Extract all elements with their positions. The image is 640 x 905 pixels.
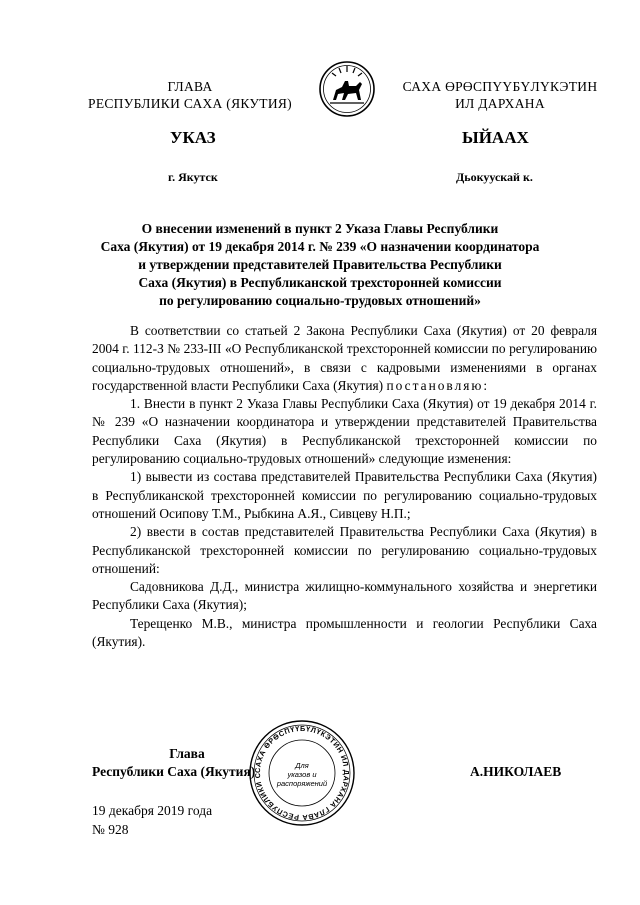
document-body <box>92 322 597 651</box>
document-date: 19 декабря 2019 года <box>92 803 213 818</box>
heading-line: Саха (Якутия) в Республиканской трехсторонней комиссии <box>138 275 502 290</box>
signatory-post-line2: Республики Саха (Якутия) <box>92 764 256 779</box>
subitem-2: 2) ввести в состав представителей Правительства Республики Саха (Якутия) в Республиканской трехсторонней комиссии по регулированию социально-трудовых отношений: <box>92 524 597 576</box>
appointee-2: Терещенко М.В., министра промышленности и геологии Республики Саха (Якутия). <box>92 615 597 650</box>
preamble-paragraph <box>92 322 597 395</box>
issuer-sakha <box>395 78 605 112</box>
item-1: 1. Внести в пункт 2 Указа Главы Республики Саха (Якутия) от 19 декабря 2014 г. № 239 «О назначении координатора и утверждении представителей Правительства Республики Саха (Якутия) в Республиканской трехсторонней комиссии по регулированию социально-трудовых отношений» следующие изменения: <box>92 396 597 467</box>
document-number: № 928 <box>92 822 129 837</box>
signatory-name: А.НИКОЛАЕВ <box>470 764 562 779</box>
place-sakha: Дьокуускай к. <box>456 170 533 184</box>
appointee-1: Садовникова Д.Д., министра жилищно-коммунального хозяйства и энергетики Республики Саха (Якутия); <box>92 579 597 613</box>
svg-text:Для: Для <box>295 761 309 770</box>
issuer-sakha-line2: ИЛ ДАРХАНА <box>455 96 545 111</box>
issuer-ru-line2: РЕСПУБЛИКИ САХА (ЯКУТИЯ) <box>88 96 292 111</box>
document-type-ru: УКАЗ <box>170 128 216 147</box>
document-type-sakha: ЫЙААХ <box>462 128 529 147</box>
heading-line: Саха (Якутия) от 19 декабря 2014 г. № 239 «О назначении координатора <box>100 239 540 254</box>
heading-line: и утверждении представителей Правительства Республики <box>138 257 502 272</box>
document-heading <box>80 220 560 310</box>
svg-text:САХА ӨРӨСПҮҮБҮЛҮКЭТИН ИЛ ДАРХА: САХА ӨРӨСПҮҮБҮЛҮКЭТИН ИЛ ДАРХАНА ГЛАВА РЕСПУБЛИКИ С <box>252 723 352 823</box>
svg-text:распоряжений: распоряжений <box>276 779 328 788</box>
preamble-text: В соответствии со статьей 2 Закона Республики Саха (Якутия) от 20 февраля 2004 г. 112-З № 233-III «О Республиканской трехсторонней комиссии по регулированию социально-трудовых отношений», в связи с кадровыми изменениями в органах государственной власти Республики Саха (Якутия) <box>92 323 597 393</box>
signatory-post <box>92 745 272 781</box>
issuer-ru <box>80 78 300 112</box>
place-ru: г. Якутск <box>168 170 218 184</box>
sakha-coat-of-arms-icon <box>318 60 376 118</box>
issuer-sakha-line1: САХА ӨРӨСПҮҮБҮЛҮКЭТИН <box>402 79 598 94</box>
heading-line: по регулированию социально-трудовых отношений» <box>159 293 481 308</box>
svg-text:указов и: указов и <box>287 770 317 779</box>
decree-word: постановляю: <box>386 377 490 393</box>
signatory-post-line1: Глава <box>169 746 205 761</box>
document-date-number <box>92 801 212 839</box>
heading-line: О внесении изменений в пункт 2 Указа Главы Республики <box>141 221 499 236</box>
subitem-1: 1) вывести из состава представителей Правительства Республики Саха (Якутия) в Республиканской трехсторонней комиссии по регулированию социально-трудовых отношений Осипову Т.М., Рыбкина А.Я., Сивцеву Н.П.; <box>92 469 597 521</box>
issuer-ru-line1: ГЛАВА <box>167 79 213 94</box>
